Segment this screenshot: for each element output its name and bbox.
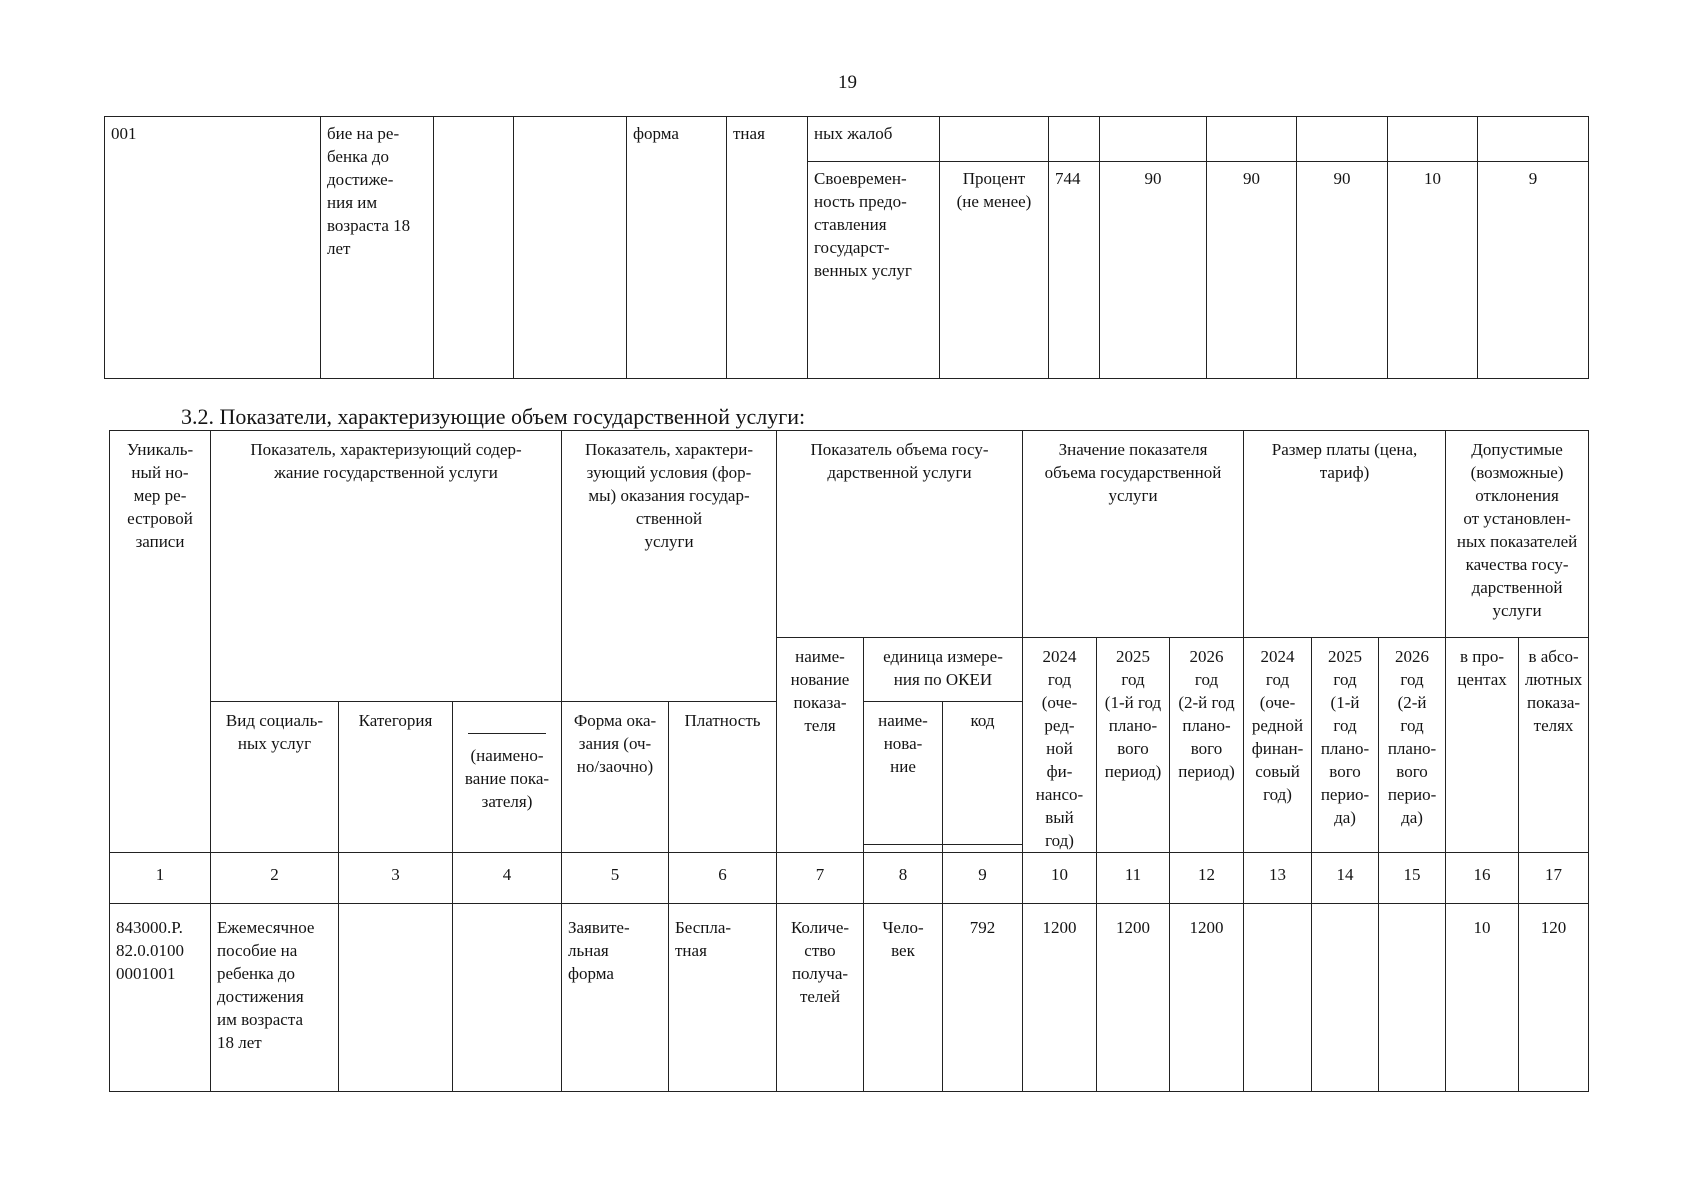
table-cell: ных жалоб [808,117,940,162]
header-in-absolute: в абсо- лютных показа- телях [1519,638,1589,853]
column-number: 3 [339,853,453,904]
header-fee-2024: 2024 год (оче- редной финан- совый год) [1244,638,1312,853]
table-cell [339,904,453,1092]
column-number: 2 [211,853,339,904]
section-heading: 3.2. Показатели, характеризующие объем государственной услуги: [181,404,806,429]
table-cell: 1200 [1097,904,1170,1092]
column-number: 11 [1097,853,1170,904]
table-cell [1297,117,1388,162]
table-cell: Бесплa- тная [669,904,777,1092]
header-volume-indicator: Показатель объема госу- дарственной услуги [777,431,1023,638]
header-payment: Платность [669,702,777,853]
table-row [105,117,1589,162]
header-fee-2026: 2026 год (2-й год плано- вого перио- да) [1379,638,1446,853]
table-cell: бие на ре- бенка до достиже- ния им возраста 18 лет [321,117,434,379]
table-cell [1312,904,1379,1092]
header-category: Категория [339,702,453,853]
header-unit-name: наиме- нова- ние [864,702,943,845]
indicator-name-caption: (наимено- вание пока- зателя) [464,746,550,811]
header-row [110,431,1589,638]
column-number: 9 [943,853,1023,904]
table-cell: Заявите- льная форма [562,904,669,1092]
header-indicator-name: наиме- нование показа- теля [777,638,864,853]
table-cell [1244,904,1312,1092]
table-cell [1379,904,1446,1092]
table-cell: 90 [1100,162,1207,379]
table-cell: 1200 [1023,904,1097,1092]
blank-line [468,721,546,734]
table-cell: 001 [105,117,321,379]
column-number: 17 [1519,853,1589,904]
table-cell: форма [627,117,727,379]
header-indicator-name-blank [453,702,562,853]
table-cell: 120 [1519,904,1589,1092]
column-number: 6 [669,853,777,904]
header-unit-name-cont [864,845,943,853]
column-number: 1 [110,853,211,904]
table-cell: 9 [1478,162,1589,379]
table-cell [1478,117,1589,162]
table-cell [1388,117,1478,162]
table-cell: 1200 [1170,904,1244,1092]
table-cell [940,117,1049,162]
column-number: 8 [864,853,943,904]
table-cell [1207,117,1297,162]
table-cell [1100,117,1207,162]
header-in-percent: в про- центах [1446,638,1519,853]
table-cell [453,904,562,1092]
table-row [110,904,1589,1092]
volume-indicators-table [109,430,1589,1092]
header-social-service-type: Вид социаль- ных услуг [211,702,339,853]
column-numbers-row [110,853,1589,904]
header-value-2025: 2025 год (1-й год плано- вого период) [1097,638,1170,853]
header-content-indicator: Показатель, характеризующий содер- жание государственной услуги [211,431,562,702]
table-cell: тная [727,117,808,379]
table-cell: Количе- ство получа- телей [777,904,864,1092]
header-unique-number: Уникаль- ный но- мер ре- естровой записи [110,431,211,853]
table-cell: 90 [1297,162,1388,379]
table-cell: Ежемесячное пособие на ребенка до достижения им возраста 18 лет [211,904,339,1092]
column-number: 15 [1379,853,1446,904]
column-number: 10 [1023,853,1097,904]
header-deviations: Допустимые (возможные) отклонения от установлен- ных показателей качества госу- дарственной услуги [1446,431,1589,638]
column-number: 7 [777,853,864,904]
column-number: 5 [562,853,669,904]
continued-quality-table [104,116,1589,379]
table-cell [434,117,514,379]
table-cell: 10 [1446,904,1519,1092]
table-cell: Своевремен- ность предо- ставления государст- венных услуг [808,162,940,379]
table-cell [1049,117,1100,162]
table-cell: 90 [1207,162,1297,379]
header-unit-code-cont [943,845,1023,853]
header-unit-code: код [943,702,1023,845]
header-value-indicator: Значение показателя объема государственной услуги [1023,431,1244,638]
table-cell: 10 [1388,162,1478,379]
column-number: 12 [1170,853,1244,904]
table-cell: 792 [943,904,1023,1092]
table-cell: Процент (не менее) [940,162,1049,379]
header-fee-2025: 2025 год (1-й год плано- вого перио- да) [1312,638,1379,853]
column-number: 16 [1446,853,1519,904]
header-fee: Размер платы (цена, тариф) [1244,431,1446,638]
table-cell: 843000.Р. 82.0.0100 0001001 [110,904,211,1092]
header-value-2024: 2024 год (оче- ред- ной фи- нансо- вый год) [1023,638,1097,853]
column-number: 14 [1312,853,1379,904]
header-okei-unit: единица измере- ния по ОКЕИ [864,638,1023,702]
header-service-form: Форма ока- зания (оч- но/заочно) [562,702,669,853]
page-number: 19 [838,72,857,93]
header-value-2026: 2026 год (2-й год плано- вого период) [1170,638,1244,853]
table-cell [514,117,627,379]
column-number: 4 [453,853,562,904]
table-cell: Чело- век [864,904,943,1092]
table-cell: 744 [1049,162,1100,379]
column-number: 13 [1244,853,1312,904]
header-conditions-indicator: Показатель, характери- зующий условия (фор- мы) оказания государ- ственной услуги [562,431,777,702]
